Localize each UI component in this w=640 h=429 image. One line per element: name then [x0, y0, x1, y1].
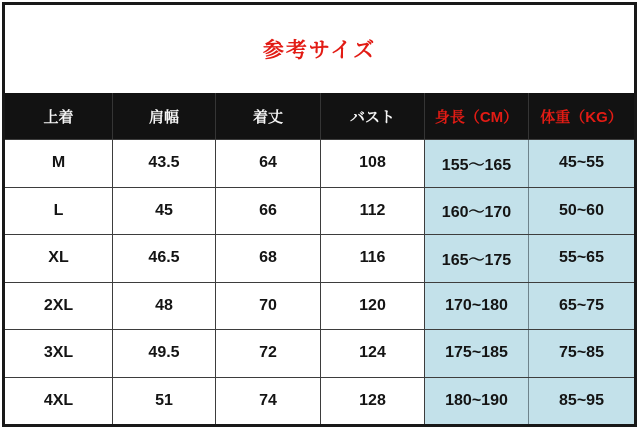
table-cell-size: 4XL — [43, 391, 74, 409]
column-header-garment: 上着 — [43, 108, 74, 126]
table-header-row — [5, 93, 634, 139]
table-cell-size: XL — [48, 249, 69, 267]
table-cell-weight: 75~85 — [528, 330, 634, 377]
table-cell-height: 155～165 — [424, 140, 528, 187]
table-row-m — [5, 139, 634, 187]
size-chart-title: 参考サイズ — [262, 39, 377, 62]
title-band — [5, 5, 634, 93]
table-cell-shoulder: 49.5 — [112, 330, 215, 377]
table-cell-height: 175~185 — [424, 330, 528, 377]
table-cell-height: 170~180 — [424, 283, 528, 330]
table-cell-weight: 85~95 — [528, 378, 634, 425]
table-cell-length: 64 — [215, 140, 320, 187]
table-row-3xl — [5, 329, 634, 377]
column-header-shoulder: 肩幅 — [112, 93, 215, 139]
table-cell-weight: 55~65 — [528, 235, 634, 282]
column-header-bust: バスト — [320, 93, 424, 139]
table-cell-length: 72 — [215, 330, 320, 377]
table-row-l — [5, 187, 634, 235]
table-cell-size: 2XL — [43, 296, 74, 314]
table-cell-bust: 112 — [320, 188, 424, 235]
table-cell-bust: 116 — [320, 235, 424, 282]
table-cell-bust: 124 — [320, 330, 424, 377]
table-cell-bust: 120 — [320, 283, 424, 330]
table-cell-height: 180~190 — [424, 378, 528, 425]
table-cell-shoulder: 43.5 — [112, 140, 215, 187]
column-header-length: 着丈 — [215, 93, 320, 139]
table-cell-length: 70 — [215, 283, 320, 330]
size-table — [5, 93, 634, 424]
table-cell-size: 3XL — [43, 344, 74, 362]
table-cell-weight: 50~60 — [528, 188, 634, 235]
table-cell-height: 160～170 — [424, 188, 528, 235]
table-cell-size: L — [53, 201, 64, 219]
table-cell-height: 165～175 — [424, 235, 528, 282]
table-cell-shoulder: 48 — [112, 283, 215, 330]
table-row-2xl — [5, 282, 634, 330]
table-row-xl — [5, 234, 634, 282]
size-table-frame — [2, 2, 637, 427]
table-cell-bust: 128 — [320, 378, 424, 425]
table-cell-length: 68 — [215, 235, 320, 282]
table-cell-weight: 45~55 — [528, 140, 634, 187]
table-cell-bust: 108 — [320, 140, 424, 187]
table-row-4xl — [5, 377, 634, 425]
table-cell-length: 74 — [215, 378, 320, 425]
column-header-height: 身長（CM） — [424, 93, 528, 139]
table-cell-shoulder: 45 — [112, 188, 215, 235]
table-cell-shoulder: 46.5 — [112, 235, 215, 282]
table-cell-size: M — [51, 154, 66, 172]
table-cell-length: 66 — [215, 188, 320, 235]
table-cell-shoulder: 51 — [112, 378, 215, 425]
table-cell-weight: 65~75 — [528, 283, 634, 330]
column-header-weight: 体重（KG） — [528, 93, 634, 139]
